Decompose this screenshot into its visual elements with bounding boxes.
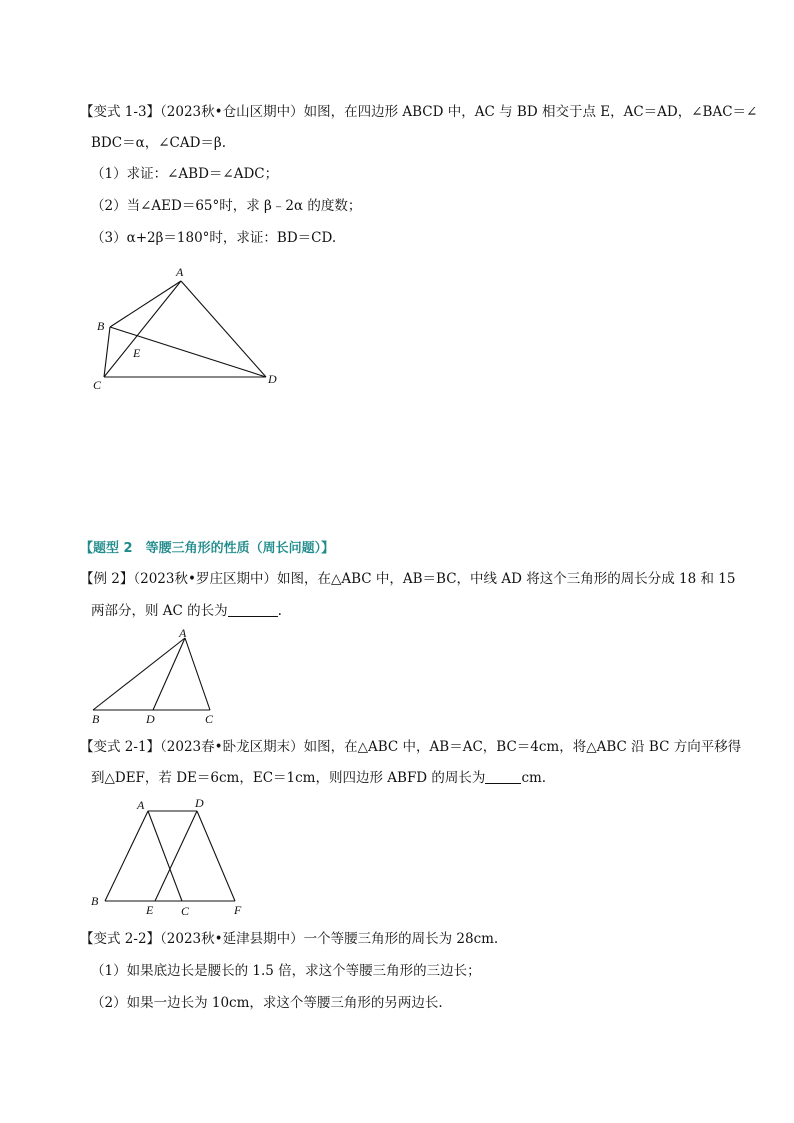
problem-v21-unit: cm.: [521, 770, 547, 786]
problem-v13-q3: （3）α+2β＝180°时，求证：BD＝CD.: [91, 230, 337, 246]
problem-v22-q1: （1）如果底边长是腰长的 1.5 倍，求这个等腰三角形的三边长；: [91, 963, 481, 979]
label-a: A: [176, 265, 184, 279]
label-b: B: [91, 894, 99, 908]
segment-ab: [93, 638, 185, 710]
problem-ex2-text: 两部分，则 AC 的长为: [91, 603, 228, 619]
answer-blank: [485, 769, 521, 784]
label-c: C: [93, 378, 102, 392]
segment-ac: [148, 811, 182, 901]
label-f: F: [234, 903, 242, 917]
label-e: E: [133, 346, 141, 360]
segment-ad: [153, 638, 185, 710]
figure-quadrilateral-abcd: [85, 262, 295, 397]
label-a: A: [137, 798, 145, 812]
problem-ex2-period: .: [277, 603, 282, 619]
label-b: B: [92, 712, 100, 726]
problem-ex2-line2: [91, 601, 741, 621]
label-c: C: [181, 904, 190, 918]
problem-v21-text: 到△DEF，若 DE＝6cm，EC＝1cm，则四边形 ABFD 的周长为: [91, 770, 486, 786]
problem-v13-line2: BDC＝α，∠CAD＝β.: [91, 135, 226, 151]
problem-v22-q2: （2）如果一边长为 10cm，求这个等腰三角形的另两边长.: [91, 995, 443, 1011]
label-d: D: [195, 796, 204, 810]
label-d: D: [268, 372, 277, 386]
segment-da: [181, 281, 266, 377]
segment-ac: [185, 638, 210, 710]
segment-ab: [105, 811, 148, 901]
problem-v22-line1: 【变式 2-2】（2023秋•延津县期中）一个等腰三角形的周长为 28cm.: [80, 931, 499, 947]
label-c: C: [205, 712, 214, 726]
label-d: D: [146, 712, 155, 726]
problem-v21-line1: 【变式 2-1】（2023春•卧龙区期末）如图，在△ABC 中，AB＝AC，BC＝4cm，将△ABC 沿 BC 方向平移得: [80, 739, 742, 755]
problem-v13-line1: 【变式 1-3】（2023秋•仓山区期中）如图，在四边形 ABCD 中，AC 与 BD 相交于点 E，AC＝AD，∠BAC＝∠: [80, 104, 758, 120]
answer-blank: [228, 602, 278, 617]
label-b: B: [97, 319, 105, 333]
problem-ex2-line1: 【例 2】（2023秋•罗庄区期中）如图，在△ABC 中，AB＝BC，中线 AD 将这个三角形的周长分成 18 和 15: [80, 571, 736, 587]
label-e: E: [146, 903, 154, 917]
problem-v13-q2: （2）当∠AED＝65°时，求 β﹣2α 的度数；: [91, 198, 362, 214]
segment-de: [155, 811, 197, 901]
figure-triangle-abc-median: [85, 624, 225, 726]
segment-ab: [110, 281, 181, 327]
segment-df: [197, 811, 235, 901]
problem-v13-q1: （1）求证：∠ABD＝∠ADC；: [91, 166, 279, 182]
problem-v21-line2: [91, 768, 741, 788]
segment-bc: [104, 327, 110, 377]
label-a: A: [179, 626, 187, 640]
figure-translated-triangles: [85, 795, 255, 920]
section-heading-type2: 【题型 2 等腰三角形的性质（周长问题）】: [80, 541, 335, 556]
